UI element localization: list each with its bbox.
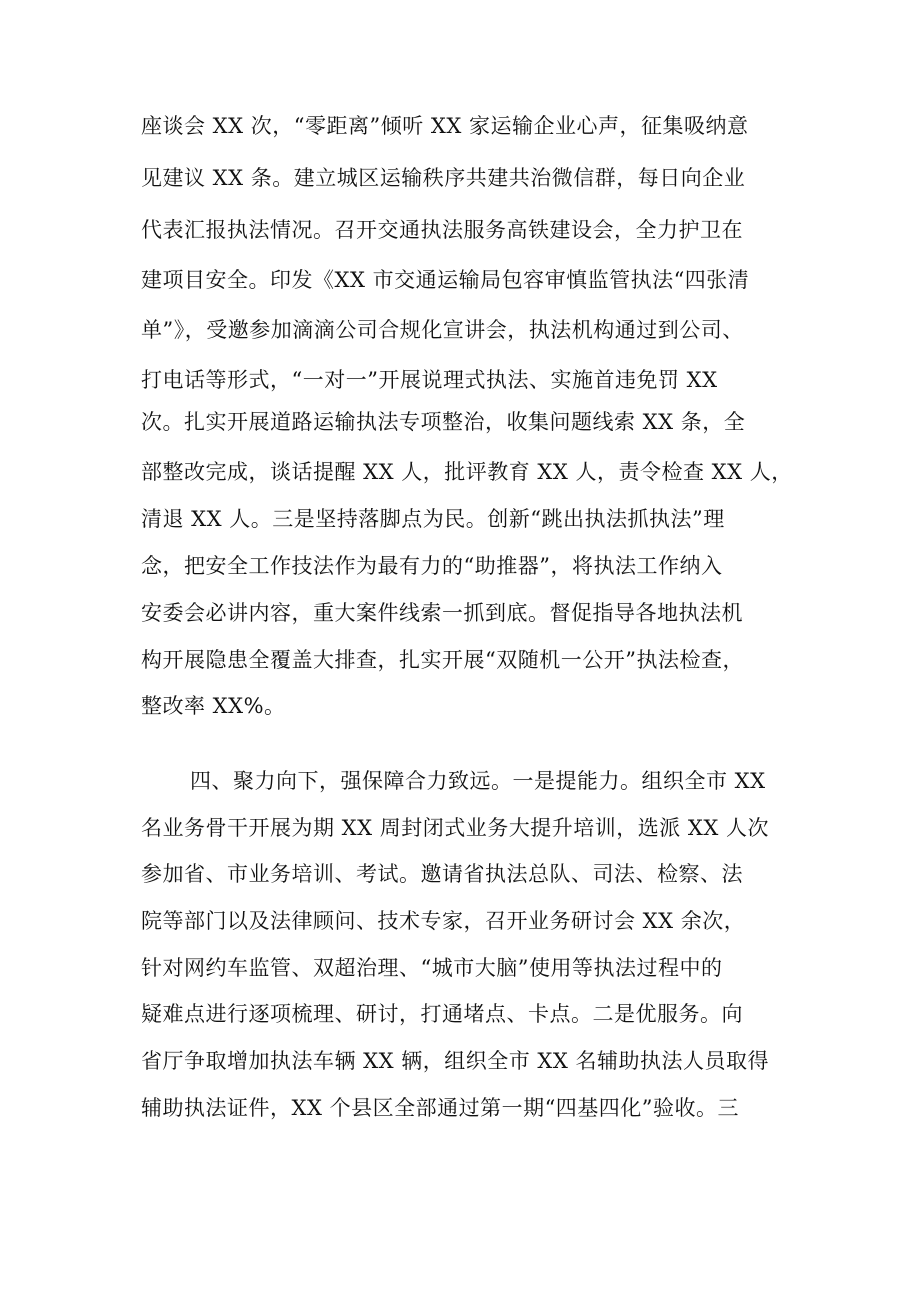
text-line: 整改率 XX%。: [141, 694, 286, 718]
text-line: 次。扎实开展道路运输执法专项整治，收集问题线索 XX 条，全: [141, 410, 746, 434]
text-line: 单”》，受邀参加滴滴公司合规化宣讲会，执法机构通过到公司、: [141, 318, 744, 342]
text-line: 见建议 XX 条。建立城区运输秩序共建共治微信群，每日向企业: [141, 166, 746, 190]
text-line: 构开展隐患全覆盖大排查，扎实开展“双随机一公开”执法检查，: [141, 648, 744, 672]
text-line: 座谈会 XX 次，“零距离”倾听 XX 家运输企业心声，征集吸纳意: [141, 114, 749, 138]
text-line: 参加省、市业务培训、考试。邀请省执法总队、司法、检察、法: [141, 862, 743, 886]
text-line: 院等部门以及法律顾问、技术专家，召开业务研讨会 XX 余次，: [141, 909, 746, 933]
text-line: 名业务骨干开展为期 XX 周封闭式业务大提升培训，选派 XX 人次: [141, 816, 769, 840]
text-line: 建项目安全。印发《XX 市交通运输局包容审慎监管执法“四张清: [141, 268, 750, 292]
text-line: 部整改完成，谈话提醒 XX 人，批评教育 XX 人，责令检查 XX 人，: [141, 460, 793, 484]
text-line: 代表汇报执法情况。召开交通执法服务高铁建设会，全力护卫在: [141, 218, 743, 242]
text-line: 辅助执法证件，XX 个县区全部通过第一期“四基四化”验收。三: [141, 1096, 740, 1120]
text-line: 四、聚力向下，强保障合力致远。一是提能力。组织全市 XX: [190, 769, 766, 793]
text-line: 安委会必讲内容，重大案件线索一抓到底。督促指导各地执法机: [141, 601, 743, 625]
text-line: 清退 XX 人。三是坚持落脚点为民。创新“跳出执法抓执法”理: [141, 507, 725, 531]
text-line: 念，把安全工作技法作为最有力的“助推器”，将执法工作纳入: [141, 554, 723, 578]
text-line: 打电话等形式，“一对一”开展说理式执法、实施首违免罚 XX: [141, 368, 718, 392]
text-line: 省厅争取增加执法车辆 XX 辆，组织全市 XX 名辅助执法人员取得: [141, 1049, 769, 1073]
text-line: 疑难点进行逐项梳理、研讨，打通堵点、卡点。二是优服务。向: [141, 1002, 743, 1026]
text-line: 针对网约车监管、双超治理、“城市大脑”使用等执法过程中的: [141, 956, 723, 980]
